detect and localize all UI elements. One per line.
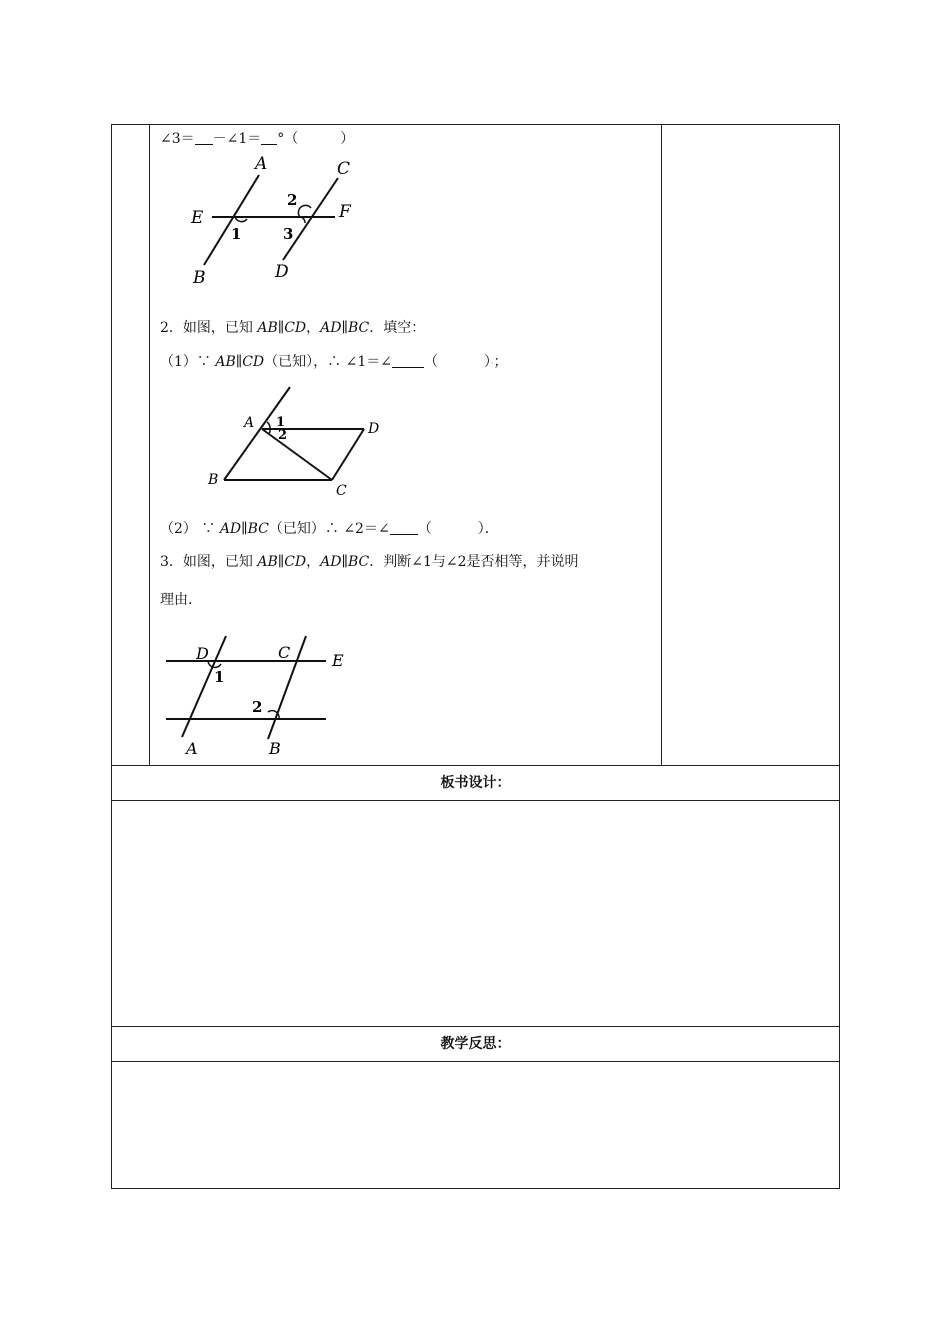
angle-2-arc	[298, 205, 311, 217]
label-angle-1: 1	[231, 225, 242, 243]
q2-intro-num: 2．如图，已知	[160, 320, 258, 336]
reflection-body-row	[112, 1062, 840, 1189]
line-ab	[204, 175, 259, 265]
lesson-plan-table	[111, 124, 840, 1189]
label-D: D	[368, 421, 380, 437]
q1-text-b: －∠1＝	[212, 131, 262, 147]
q2-part1-end: ；	[493, 354, 508, 370]
label-angle-1: 1	[276, 415, 286, 430]
q2-intro-ab-cd: AB∥CD	[257, 320, 307, 336]
q1-text-d: ）	[340, 131, 355, 147]
q2-part1-blank	[392, 353, 424, 368]
q2-intro-end: ．填空：	[369, 320, 426, 336]
q1-answer-line	[160, 129, 354, 149]
label-B: B	[269, 739, 281, 758]
label-angle-3: 3	[283, 225, 294, 243]
q3-intro-rest: ．判断∠1与∠2是否相等，并说明	[369, 554, 579, 570]
right-notes-cell	[662, 125, 840, 766]
label-C: C	[337, 159, 351, 179]
line-dc	[332, 429, 364, 480]
label-E: E	[332, 651, 344, 670]
q2-part2-blank	[390, 520, 418, 535]
line-ac	[262, 429, 332, 480]
label-C: C	[336, 483, 347, 499]
q2-part2-prefix: （2） ∵	[160, 521, 220, 537]
label-D: D	[275, 262, 289, 282]
q3-figure-diagram	[158, 630, 378, 760]
q1-text-a: ∠3＝	[160, 131, 195, 147]
q1-figure-diagram	[175, 155, 375, 295]
q1-blank-1	[195, 130, 213, 145]
q3-line2	[160, 590, 202, 610]
q2-part1-prefix: （1）∵	[160, 354, 216, 370]
reflection-area	[112, 1062, 840, 1189]
left-margin-cell	[112, 125, 150, 766]
label-angle-2: 2	[252, 698, 263, 716]
label-A: A	[244, 415, 255, 431]
q2-intro-sep: ，	[306, 320, 321, 336]
q2-figure-diagram	[200, 383, 400, 503]
reflection-header-row	[112, 1027, 840, 1062]
q3-intro	[160, 552, 579, 572]
q2-part1-paren: （	[424, 354, 438, 370]
q2-part1: （1）∵ AB∥CD（已知），∴ ∠1＝∠ （ ）·；	[160, 354, 508, 370]
label-B: B	[193, 268, 206, 288]
q2-part2-known: （已知）∴ ∠2＝∠	[268, 521, 390, 537]
label-E: E	[191, 208, 204, 228]
q2-part2-paren: （	[417, 521, 432, 537]
label-angle-1: 1	[214, 668, 225, 686]
board-design-title: 板书设计：	[112, 766, 840, 801]
label-F: F	[339, 202, 351, 222]
reflection-title: 教学反思：	[112, 1027, 840, 1062]
q3-intro-ab-cd: AB∥CD	[257, 554, 307, 570]
exercise-cell	[150, 125, 662, 766]
q2-part2-paren-close: ）．	[477, 521, 499, 537]
content-row	[112, 125, 840, 766]
q2-intro-ad-bc: AD∥BC	[320, 320, 370, 336]
q2-intro	[160, 318, 425, 338]
board-design-header-row	[112, 766, 840, 801]
q3-intro-num: 3．如图，已知	[160, 554, 258, 570]
q1-blank-2	[261, 130, 277, 145]
q2-part1-paren-close: ）	[484, 354, 491, 370]
angle-1-arc	[267, 422, 270, 429]
q2-part2	[160, 519, 499, 539]
label-A: A	[186, 739, 198, 758]
board-design-area	[112, 801, 840, 1027]
q3-intro-ad-bc: AD∥BC	[320, 554, 370, 570]
q1-text-c: °（	[277, 131, 299, 147]
label-angle-2: 2	[278, 428, 288, 443]
label-angle-2: 2	[287, 191, 298, 209]
label-B: B	[208, 472, 219, 488]
label-C: C	[278, 643, 291, 662]
q2-part2-ad-bc: AD∥BC	[219, 521, 269, 537]
label-D: D	[196, 644, 209, 663]
board-design-body-row	[112, 801, 840, 1027]
q3-line2-text: 理由．	[160, 592, 202, 608]
q2-part1-ab-cd: AB∥CD	[215, 354, 265, 370]
label-A: A	[255, 155, 268, 174]
q3-intro-sep: ，	[306, 554, 321, 570]
q2-part1-known: （已知），∴ ∠1＝∠	[264, 354, 392, 370]
